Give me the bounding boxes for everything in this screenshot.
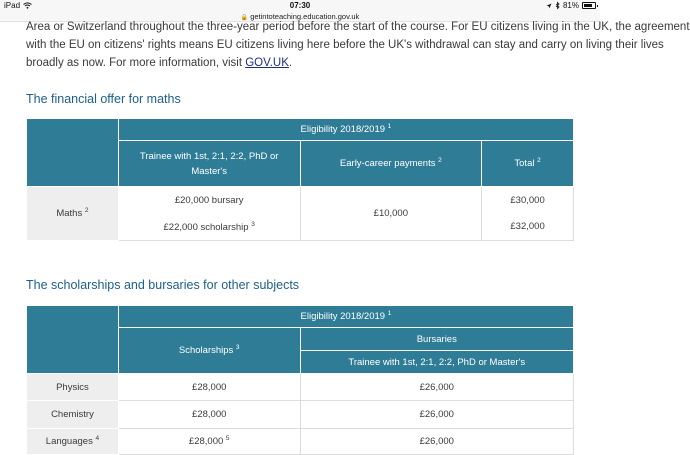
device-label: iPad xyxy=(4,1,21,10)
subject-label xyxy=(27,429,119,455)
battery-icon xyxy=(582,2,596,9)
maths-row-label xyxy=(27,187,119,241)
other-col-scholarships-text: Scholarships xyxy=(178,345,234,357)
other-subjects-heading: The scholarships and bursaries for other subjects xyxy=(26,278,300,292)
subject-label-text: Languages xyxy=(45,436,93,448)
other-corner-cell xyxy=(27,306,119,374)
maths-row-label-text: Maths xyxy=(56,208,83,220)
maths-scholarship-cell xyxy=(118,214,300,241)
maths-col-trainee xyxy=(118,141,300,187)
maths-table xyxy=(26,118,574,241)
maths-scholarship-note: 3 xyxy=(251,220,255,228)
bursary-cell: £26,000 xyxy=(300,401,573,429)
table-row xyxy=(27,401,574,429)
bursary-cell: £26,000 xyxy=(300,374,573,401)
intro-line-3-text: broadly as now. For more information, visit xyxy=(26,57,246,69)
maths-eligibility-note: 1 xyxy=(387,123,392,131)
status-bar xyxy=(0,0,600,12)
status-right xyxy=(546,1,596,10)
maths-total-1-cell: £30,000 xyxy=(482,187,574,214)
location-icon xyxy=(546,3,552,9)
maths-col-early-career xyxy=(300,141,482,187)
maths-row-1 xyxy=(27,187,574,214)
other-col-bursary-trainee: Trainee with 1st, 2:1, 2:2, PhD or Master's xyxy=(300,351,573,374)
battery-percent: 81% xyxy=(562,1,579,10)
govuk-link[interactable]: GOV.UK xyxy=(245,57,289,69)
maths-total-2-cell: £32,000 xyxy=(482,214,574,241)
maths-col-trainee-text: Trainee with 1st, 2:1, 2:2, PhD or Master's xyxy=(139,150,279,177)
maths-col-total-text: Total xyxy=(514,158,535,170)
lock-icon: 🔒 xyxy=(240,15,249,21)
maths-col-early-career-text: Early-career payments xyxy=(339,158,436,170)
bluetooth-icon xyxy=(555,2,560,9)
maths-heading: The financial offer for maths xyxy=(26,92,181,106)
maths-early-career-cell: £10,000 xyxy=(300,187,482,241)
table-row xyxy=(27,429,574,455)
intro-line-3 xyxy=(26,54,586,72)
scholarship-value: £28,000 xyxy=(192,409,227,421)
url-text: getintoteaching.education.gov.uk xyxy=(250,12,360,21)
other-eligibility-header xyxy=(118,306,573,328)
scholarship-cell xyxy=(118,374,300,401)
scholarship-value: £28,000 xyxy=(188,436,224,448)
maths-col-early-career-note: 2 xyxy=(438,157,442,165)
other-eligibility-text: Eligibility 2018/2019 xyxy=(300,311,386,323)
maths-header-row-1 xyxy=(27,119,574,141)
maths-bursary-cell: £20,000 bursary xyxy=(118,187,300,214)
maths-eligibility-header xyxy=(118,119,573,141)
status-time: 07:30 xyxy=(289,1,311,10)
battery-fill xyxy=(584,4,592,7)
maths-scholarship-text: £22,000 scholarship xyxy=(163,221,249,233)
intro-paragraph xyxy=(26,18,690,72)
other-subjects-table xyxy=(26,305,574,455)
subject-label-text: Chemistry xyxy=(51,409,94,421)
maths-corner-cell xyxy=(27,119,119,187)
scholarship-cell xyxy=(118,429,300,455)
intro-line-3-end: . xyxy=(288,57,293,69)
subject-note: 4 xyxy=(95,435,100,443)
other-col-bursaries: Bursaries xyxy=(300,328,573,351)
subject-label xyxy=(27,374,119,401)
scholarship-note: 5 xyxy=(225,435,230,443)
other-eligibility-note: 1 xyxy=(387,310,392,318)
subject-label-text: Physics xyxy=(56,382,89,394)
maths-row-note: 2 xyxy=(84,207,89,215)
other-header-row-1 xyxy=(27,306,574,328)
maths-eligibility-text: Eligibility 2018/2019 xyxy=(300,124,386,136)
subject-label xyxy=(27,401,119,429)
intro-line-2: with the EU on citizens' rights means EU citizens living here before the UK's withdrawal can stay and carry on living their lives xyxy=(26,39,664,51)
other-col-scholarships xyxy=(118,328,300,374)
scholarship-value: £28,000 xyxy=(192,382,227,394)
maths-col-total-note: 2 xyxy=(537,157,541,165)
intro-line-1: Area or Switzerland throughout the three-year period before the start of the course. For EU citizens living in the UK, the agreement xyxy=(26,21,690,33)
bursary-cell: £26,000 xyxy=(300,429,573,455)
scholarship-cell xyxy=(118,401,300,429)
table-row xyxy=(27,374,574,401)
other-col-scholarships-note: 3 xyxy=(235,344,240,352)
maths-col-total xyxy=(482,141,574,187)
